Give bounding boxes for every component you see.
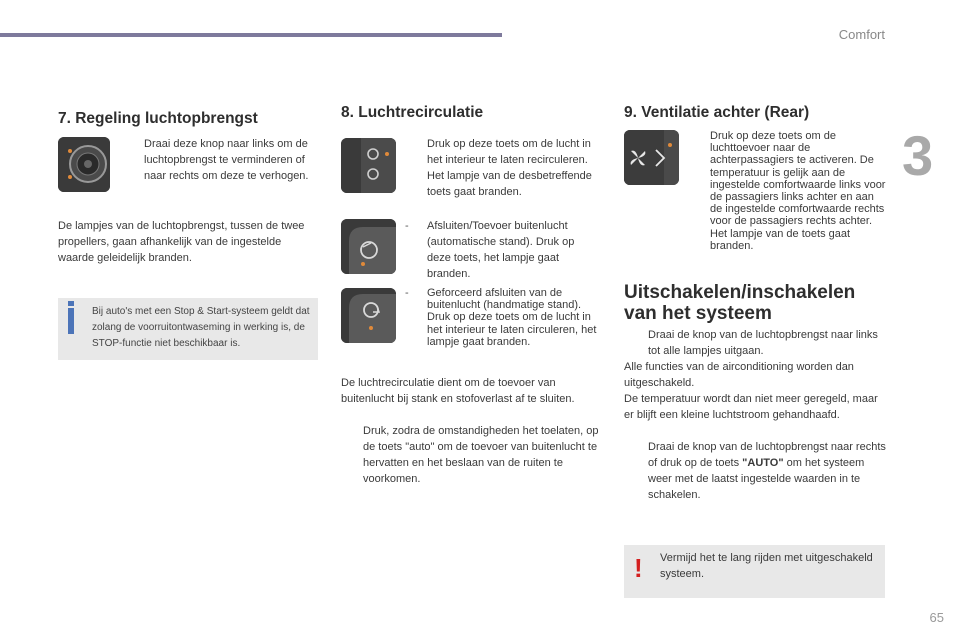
auto-recirc-icon [341, 219, 396, 274]
info-icon-dot [68, 301, 74, 306]
col3-bullet2: Draai de knop van de luchtopbrengst naar links tot alle lampjes uitgaan. [648, 329, 878, 357]
page-number: 65 [929, 610, 944, 625]
rear-fan-icon [624, 130, 679, 185]
col3-paragraph1: Alle functies van de airconditioning worden dan uitgeschakeld. [624, 361, 854, 389]
auto-recirc-button-image [341, 219, 396, 274]
col2-bullet: Druk, zodra de omstandigheden het toelaten, op de toets "auto" om de toevoer van buitenlucht te hervatten en het beslaan van de ruiten te voorkomen. [363, 425, 599, 485]
manual-recirc-icon [341, 288, 396, 343]
info-text: Bij auto's met een Stop & Start-systeem geldt dat zolang de voorruitontwaseming in werking is, de STOP-functie niet beschikbaar is. [92, 306, 310, 349]
section-title-8: 8. Luchtrecirculatie [341, 104, 484, 121]
col3-bullet3: Draai de knop van de luchtopbrengst naar rechts of druk op de toets "AUTO" om het systeem weer met de laatst ingestelde waarden in te schakelen. [648, 441, 886, 501]
col1-bullet: Draai deze knop naar links om de luchtopbrengst te verminderen of naar rechts om deze te verhogen. [144, 138, 309, 182]
col3-bullet: Druk op deze toets om de luchttoevoer naar de achterpassagiers te activeren. De temperatuur is gelijk aan de ingestelde comfortwaarde links voor de passagiers links achter en aan de ingestelde comfortwaarde rechts voor de passagiers rechts achter. Het lampje van de toets gaat branden. [710, 130, 886, 252]
section-title-7: 7. Regeling luchtopbrengst [58, 110, 258, 127]
col2-item1: Druk op deze toets om de lucht in het interieur te laten recirculeren. Het lampje van de desbetreffende toets gaat branden. [427, 138, 592, 198]
airflow-knob-image [58, 137, 110, 192]
col2-item2: - Afsluiten/Toevoer buitenlucht (automatische stand). Druk op deze toets, het lampje gaat branden. [405, 220, 575, 280]
col1-paragraph: De lampjes van de luchtopbrengst, tussen de twee propellers, gaan afhankelijk van de ingestelde waarde geleidelijk branden. [58, 220, 305, 264]
recirc-icon [341, 138, 396, 193]
col2-paragraph: De luchtrecirculatie dient om de toevoer van buitenlucht bij stank en stofoverlast af te sluiten. [341, 377, 575, 405]
chapter-number: 3 [902, 124, 934, 187]
header-bar [0, 33, 502, 37]
rear-vent-button-image [624, 130, 679, 185]
col3-paragraph2: De temperatuur wordt dan niet meer geregeld, maar er blijft een kleine luchtstroom gehandhaafd. [624, 393, 878, 421]
section-label: Comfort [838, 27, 885, 42]
warning-icon: ! [634, 553, 643, 583]
airflow-knob-icon [58, 137, 110, 192]
warning-box [624, 545, 885, 598]
section-title-9: 9. Ventilatie achter (Rear) [624, 104, 810, 121]
col2-item3: - Geforceerd afsluiten van de buitenlucht (handmatige stand). Druk op deze toets om de lucht in het interieur te laten circuleren, het lampje gaat branden. [405, 287, 597, 348]
system-toggle-heading: Uitschakelen/inschakelen van het systeem [624, 282, 856, 324]
recirc-button-image [341, 138, 396, 193]
warning-text: Vermijd het te lang rijden met uitgeschakeld systeem. [660, 552, 873, 580]
manual-recirc-button-image [341, 288, 396, 343]
info-box [58, 298, 318, 360]
info-icon [68, 308, 74, 334]
